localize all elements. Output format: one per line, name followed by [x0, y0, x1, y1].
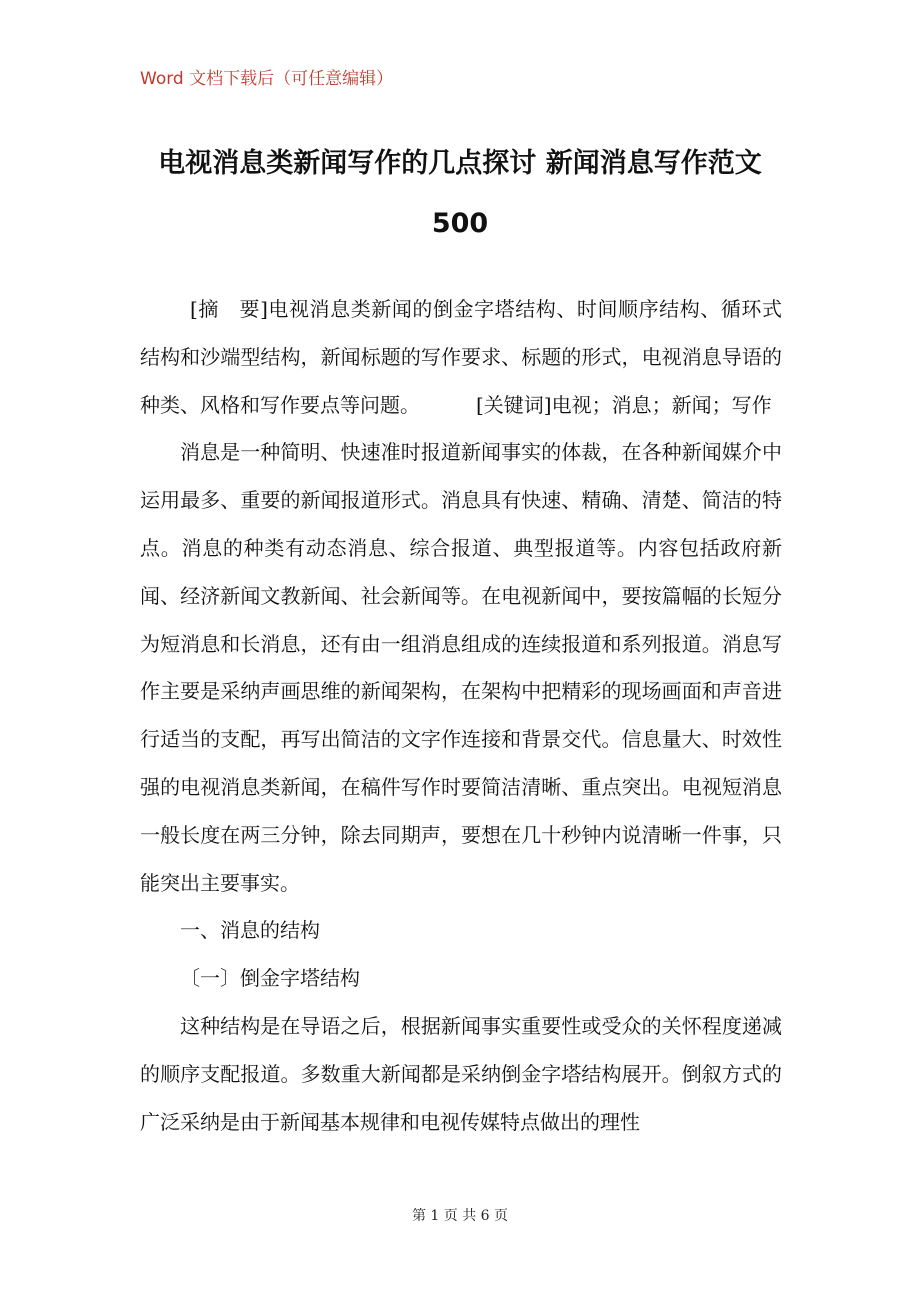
section-heading-structure: 一、消息的结构	[180, 918, 320, 943]
body-paragraph-intro: 消息是一种简明、快速准时报道新闻事实的体裁，在各种新闻媒介中运用最多、重要的新闻报道形式。消息具有快速、精确、清楚、简洁的特点。消息的种类有动态消息、综合报道、典型报道等。内容包括政府新闻、经济新闻文教新闻、社会新闻等。在电视新闻中，要按篇幅的长短分为短消息和长消息，还有由一组消息组成的连续报道和系列报道。消息写作主要是采纳声画思维的新闻架构，在架构中把精彩的现场画面和声音进行适当的支配，再写出简洁的文字作连接和背景交代。信息量大、时效性强的电视消息类新闻，在稿件写作时要简洁清晰、重点突出。电视短消息一般长度在两三分钟，除去同期声，要想在几十秒钟内说清晰一件事，只能突出主要事实。	[140, 440, 782, 895]
body-paragraph-inverted-pyramid: 这种结构是在导语之后，根据新闻事实重要性或受众的关怀程度递减的顺序支配报道。多数重大新闻都是采纳倒金字塔结构展开。倒叙方式的广泛采纳是由于新闻基本规律和电视传媒特点做出的理性	[140, 1013, 782, 1134]
abstract-text: [摘 要]电视消息类新闻的倒金字塔结构、时间顺序结构、循环式结构和沙端型结构，新闻标题的写作要求、标题的形式，电视消息导语的种类、风格和写作要点等问题。	[140, 297, 782, 417]
subsection-heading-inverted-pyramid: 〔一〕倒金字塔结构	[180, 966, 360, 991]
document-body	[140, 286, 782, 1146]
header-note: Word 文档下载后（可任意编辑）	[140, 69, 394, 89]
keywords-text: [关键词]电视；消息；新闻；写作	[476, 392, 772, 417]
abstract-paragraph	[140, 286, 782, 429]
page-footer: 第 1 页 共 6 页	[411, 1208, 509, 1224]
document-title-line-2: 500	[431, 208, 489, 239]
document-title-line-1: 电视消息类新闻写作的几点探讨 新闻消息写作范文	[158, 148, 762, 179]
